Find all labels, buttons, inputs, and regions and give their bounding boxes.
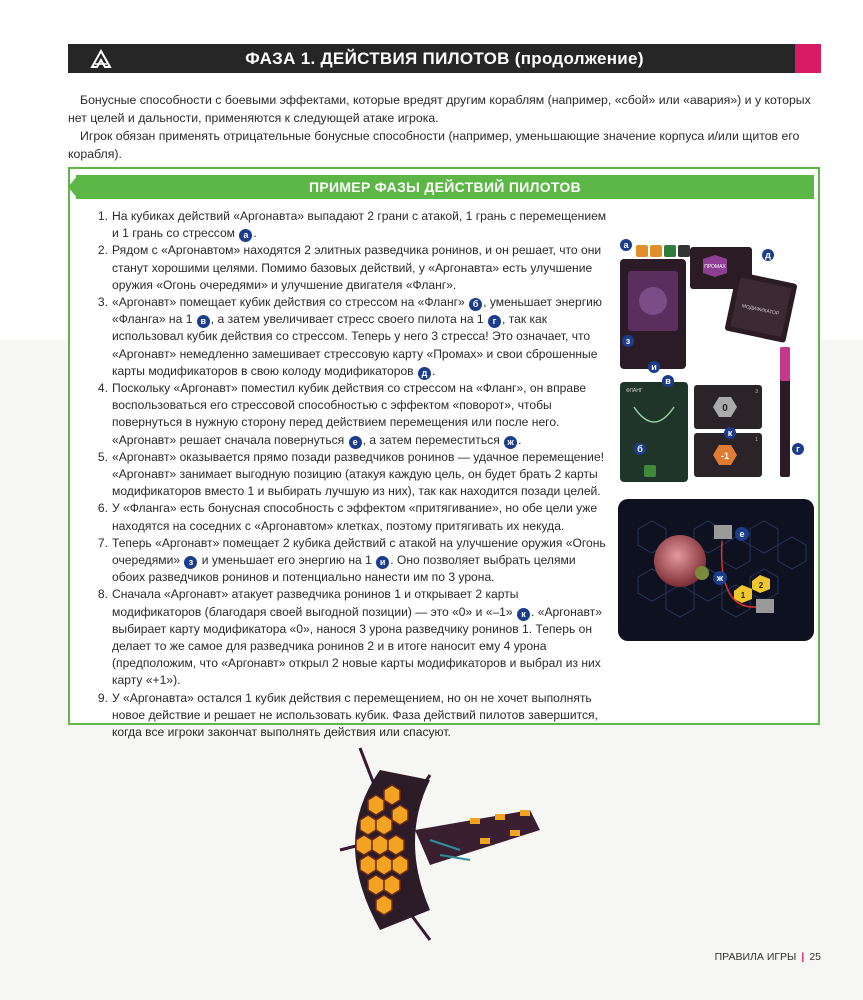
svg-text:з: з [625, 336, 631, 346]
step-number: 1. [97, 209, 108, 223]
svg-text:ФЛАНГ: ФЛАНГ [626, 388, 643, 394]
example-box [68, 167, 820, 740]
svg-text:1: 1 [740, 591, 746, 600]
step-marker-badge: б [469, 298, 482, 311]
step-number: 2. [97, 243, 108, 258]
svg-text:0: 0 [722, 403, 728, 414]
page-number: 25 [809, 951, 821, 963]
step-number: 3. [97, 295, 108, 310]
svg-text:в: в [665, 376, 671, 386]
moon [695, 566, 709, 580]
svg-text:б: б [637, 444, 643, 454]
example-step [82, 208, 610, 242]
svg-text:д: д [765, 250, 771, 260]
intro-paragraph: Бонусные способности с боевыми эффектами, которые вредят другим кораблям (например, «сбой» или «авария») и у которых нет целей и дальности, применяются к следующей атаке игрока. [68, 93, 811, 125]
step-text: У «Фланга» есть бонусная способность с эффектом «притягивание», но обе цели уже находятся на соседних с «Аргонавтом» клетках, поэтому притягивать их некуда. [112, 501, 598, 533]
step-text: «Аргонавт» оказывается прямо позади разведчиков ронинов — удачное перемещение! «Аргонавт» занимает выгодную позицию (атакуя каждую цель, он будет брать 2 карты модификаторов вместо 1 и выбирать лучшую из них), так как находится позади целей. [112, 449, 605, 499]
step-marker-badge: г [488, 315, 501, 328]
example-step [82, 690, 610, 742]
svg-text:е: е [739, 529, 745, 539]
step-marker-badge: и [376, 556, 389, 569]
step-text: . [253, 226, 257, 241]
argonaut-ship-moved [756, 599, 774, 613]
modifier-card-minus-one [694, 433, 762, 477]
step-text: . «Аргонавт» выбирает карту модификатора «0», нанося 3 урона разведчику ронинов 1. Теперь он делает то же самое для разведчика ронинов 2 и в итоге наносит ему 4 урона (предположим, что «Аргонавт» открыл 2 новые карты модификаторов и выбрал из них карту «+1»). [112, 604, 602, 688]
step-marker-badge: з [184, 556, 197, 569]
intro-paragraph: Игрок обязан применять отрицательные бонусные способности (например, уменьшающие значение корпуса и/или щитов его корабля). [68, 129, 800, 161]
step-text: Рядом с «Аргонавтом» находятся 2 элитных разведчика ронинов, и он решает, что они станут хорошими целями. Помимо базовых действий, у «Аргонавта» есть улучшение оружия «Огонь очередями» и улучшение двигателя «Фланг». [112, 243, 602, 292]
example-step [82, 586, 610, 689]
page-title: ФАЗА 1. ДЕЙСТВИЯ ПИЛОТОВ (продолжение) [245, 49, 644, 68]
example-title: ПРИМЕР ФАЗЫ ДЕЙСТВИЙ ПИЛОТОВ [308, 179, 582, 195]
step-marker-badge: а [239, 229, 252, 242]
section-header [68, 44, 821, 73]
step-number: 4. [97, 381, 108, 396]
header-accent [795, 44, 821, 73]
step-number: 5. [97, 449, 108, 464]
step-marker-badge: д [418, 367, 431, 380]
example-step [82, 294, 610, 380]
step-number: 9. [97, 690, 108, 705]
step-marker-badge: ж [504, 436, 517, 449]
svg-text:-1: -1 [720, 451, 730, 461]
example-step [82, 380, 610, 449]
svg-text:а: а [623, 240, 629, 250]
svg-text:3: 3 [755, 389, 758, 395]
modifier-deck [724, 271, 797, 343]
title-notch [68, 175, 78, 199]
action-dice [636, 245, 690, 257]
svg-text:к: к [727, 428, 733, 438]
example-step [82, 449, 610, 501]
svg-text:ПРОМАХ: ПРОМАХ [704, 264, 726, 270]
intro-text [68, 91, 822, 163]
page-footer [715, 951, 821, 963]
example-steps-list [82, 208, 610, 741]
svg-text:1: 1 [755, 437, 758, 443]
step-number: 8. [97, 587, 108, 602]
step-marker-badge: к [517, 608, 530, 621]
step-text: На кубиках действий «Аргонавта» выпадают 2 грани с атакой, 1 грань с перемещением и 1 грань со стрессом [112, 209, 607, 241]
planet [654, 535, 706, 587]
step-text: Теперь «Аргонавт» помещает 2 кубика действий с атакой на улучшение оружия «Огонь очередями» [112, 535, 606, 568]
step-marker-badge: в [197, 315, 210, 328]
player-board-illustration [620, 237, 810, 487]
footer-label: ПРАВИЛА ИГРЫ [714, 951, 797, 963]
svg-text:г: г [796, 444, 800, 454]
footer-divider: | [801, 951, 805, 963]
example-step [82, 500, 610, 534]
step-text: , а затем переместиться [362, 432, 504, 447]
step-text: У «Аргонавта» остался 1 кубик действия с перемещением, но он не хочет выполнять новое действие и решает не использовать кубик. Фаза действий пилотов завершится, когда все игроки закончат выполнять действия или спасуют. [112, 690, 598, 740]
step-text: , уменьшает энергию «Фланга» на 1 [112, 295, 602, 327]
game-board-illustration [618, 499, 814, 641]
svg-text:и: и [651, 362, 657, 372]
step-text: , а затем увеличивает стресс своего пилота на 1 [210, 312, 487, 327]
step-text: и уменьшает его энергию на 1 [198, 553, 376, 568]
step-text: «Аргонавт» помещает кубик действия со стрессом на «Фланг» [112, 295, 469, 310]
svg-text:2: 2 [758, 581, 764, 590]
step-text: , так как использовал кубик действия со стрессом. Теперь у него 3 стресса! Это означает, что «Аргонавт» немедленно замешивает стрессовую карту «Промах» и свои сброшенные карты модификаторов в свою колоду модификаторов [112, 312, 598, 378]
ship-illustration [320, 740, 550, 950]
svg-text:МОДИФИКАТОР: МОДИФИКАТОР [741, 303, 780, 318]
step-text: . Оно позволяет выбрать целями обоих разведчиков ронинов и потенциально нанести им по 3 урона. [112, 553, 576, 585]
step-text: Поскольку «Аргонавт» поместил кубик действия со стрессом на «Фланг», он вправе воспользоваться его стрессовой способностью с эффектом «поворот», чтобы повернуться в нужную сторону перед действием перемещения или после него. «Аргонавт» решает сначала повернуться [112, 381, 587, 447]
step-number: 6. [97, 501, 108, 516]
example-title-bar [76, 175, 814, 199]
svg-text:ж: ж [716, 573, 724, 583]
step-marker-badge: е [349, 436, 362, 449]
step-text: . [431, 363, 436, 378]
modifier-card-zero [694, 385, 762, 429]
argonaut-ship [714, 525, 732, 539]
example-step [82, 242, 610, 294]
step-text: . [518, 432, 522, 447]
step-text: Сначала «Аргонавт» атакует разведчика ронинов 1 и открывает 2 карты модификаторов (благодаря своей выгодной позиции) — это «0» и «–1» [112, 587, 519, 619]
step-number: 7. [97, 535, 108, 550]
example-step [82, 535, 610, 587]
